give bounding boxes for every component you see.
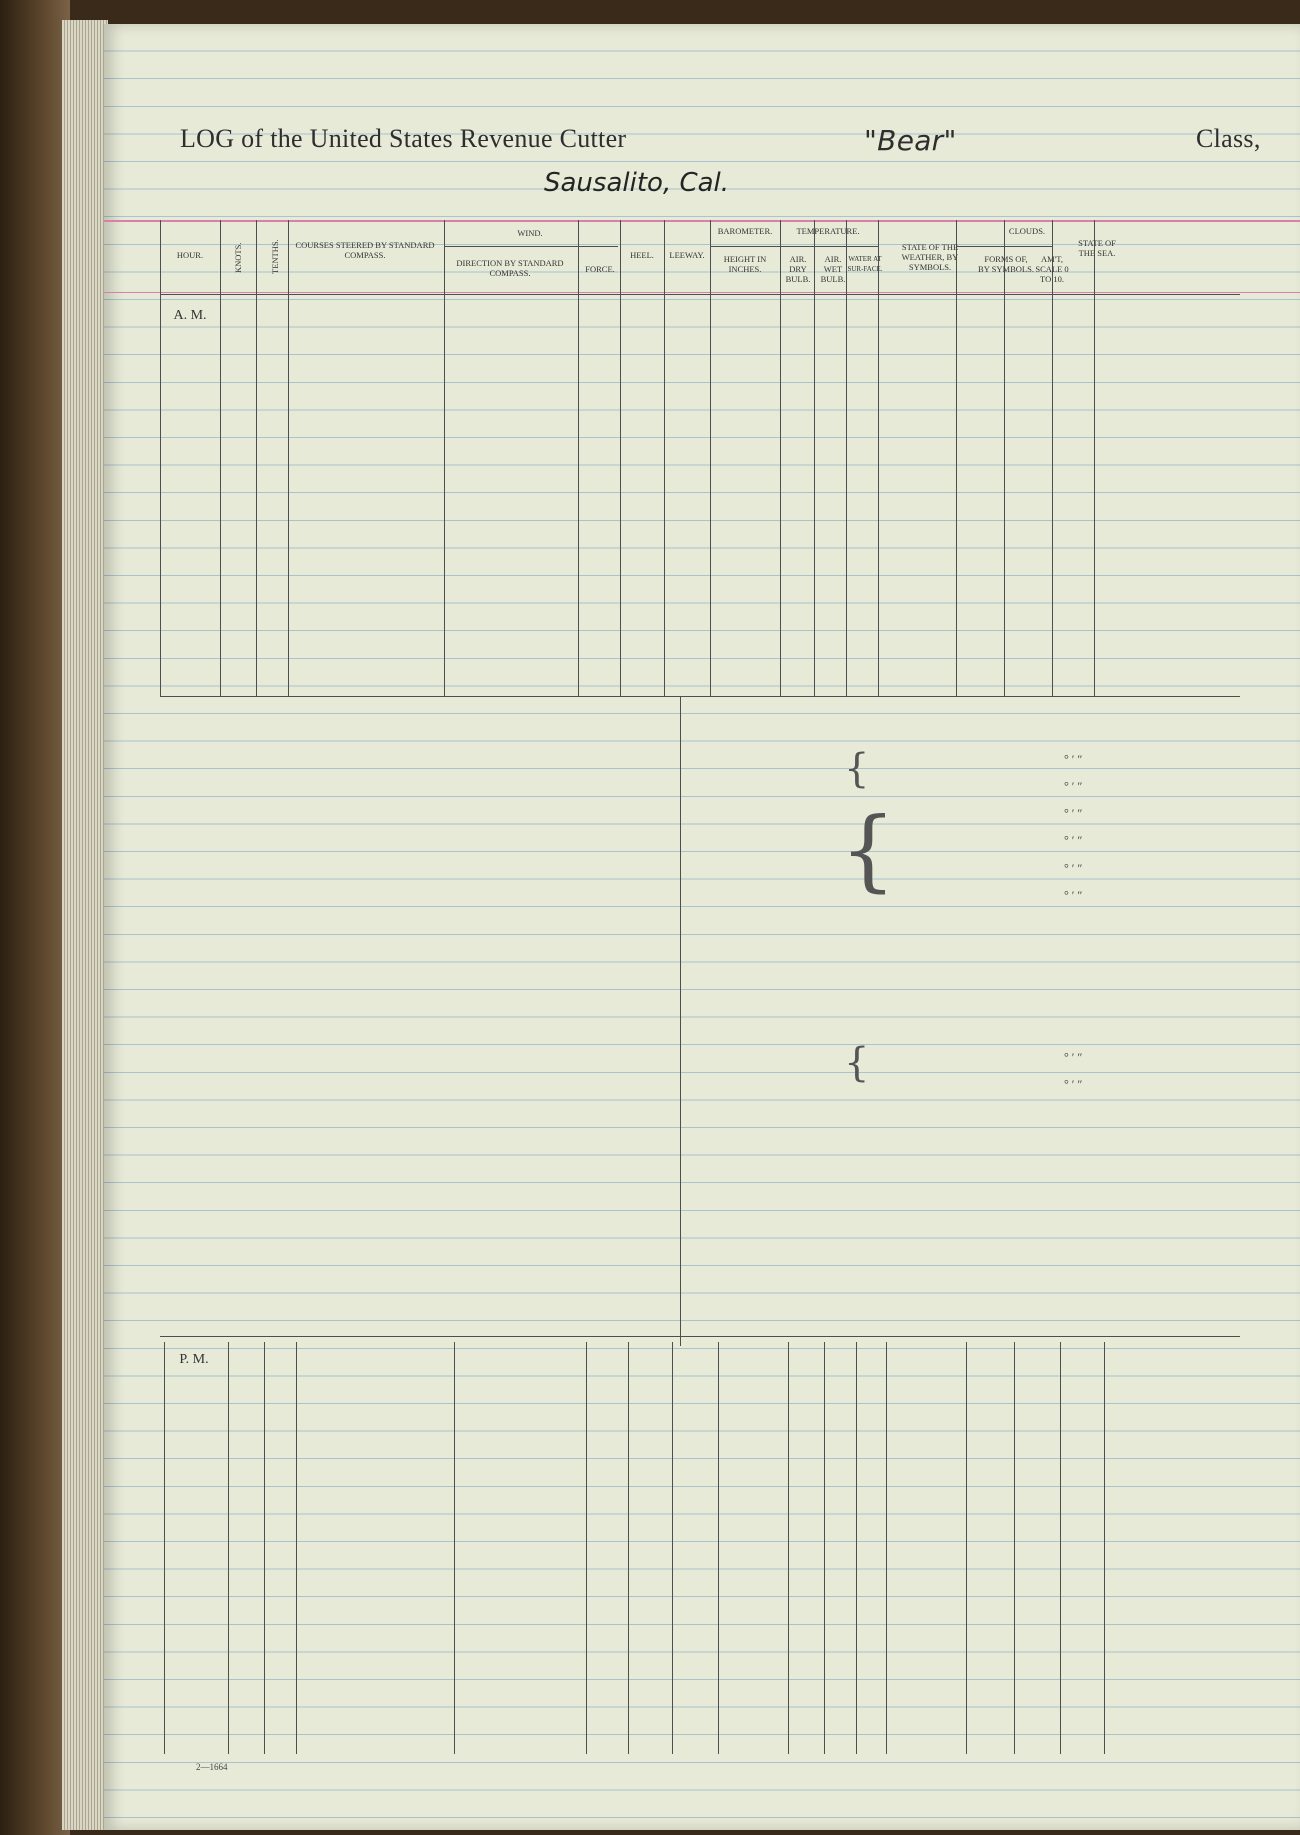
col-barometer-header: BAROMETER. <box>717 226 773 236</box>
grid-vline <box>886 1342 887 1754</box>
grid-vline <box>956 220 957 696</box>
degree-marks: ° ′ ″ <box>1064 860 1083 875</box>
grid-vline <box>1060 1342 1061 1754</box>
book-binding <box>0 0 70 1835</box>
grid-hline-wind <box>444 246 618 247</box>
col-air-wet-header: AIR. WET BULB. <box>820 254 846 284</box>
col-air-dry-header: AIR. DRY BULB. <box>785 254 811 284</box>
grid-vline <box>1094 220 1095 696</box>
brace: { <box>840 798 896 901</box>
degree-marks: ° ′ ″ <box>1064 779 1083 793</box>
degree-marks: ° ′ ″ <box>1064 833 1083 848</box>
grid-vline <box>578 220 579 696</box>
grid-vline <box>160 220 161 696</box>
col-tenths-header: TENTHS. <box>270 239 280 274</box>
col-courses-header: COURSES STEERED BY STANDARD COMPASS. <box>295 240 435 260</box>
grid-vline <box>454 1342 455 1754</box>
col-wind-header: WIND. <box>517 228 543 238</box>
grid-vline <box>710 220 711 696</box>
brace: { <box>844 746 870 792</box>
col-wind-direction-header: DIRECTION BY STANDARD COMPASS. <box>456 258 564 278</box>
grid-vline <box>288 220 289 696</box>
grid-vline <box>620 220 621 696</box>
col-clouds-header: CLOUDS. <box>1008 226 1046 236</box>
grid-vline <box>824 1342 825 1754</box>
col-force-header: FORCE. <box>585 264 615 274</box>
grid-vline <box>1052 220 1053 696</box>
col-cloud-amount-header: AM'T, SCALE 0 TO 10. <box>1035 254 1069 284</box>
grid-vline <box>780 220 781 696</box>
col-baro-height-header: HEIGHT IN INCHES. <box>723 254 767 274</box>
grid-vline <box>586 1342 587 1754</box>
pink-rule-header <box>104 292 1300 293</box>
grid-vline <box>966 1342 967 1754</box>
vessel-name: "Bear" <box>864 124 957 157</box>
col-heel-header: HEEL. <box>630 250 654 260</box>
pink-rule-top <box>104 220 1300 222</box>
grid-vline <box>672 1342 673 1754</box>
degree-marks: ° ′ ″ <box>1064 1050 1083 1064</box>
brace: { <box>844 1040 870 1086</box>
grid-vline <box>444 220 445 696</box>
degree-marks: ° ′ ″ <box>1064 1077 1083 1091</box>
degree-marks: ° ′ ″ <box>1064 752 1083 766</box>
location: Sausalito, Cal. <box>544 168 730 198</box>
grid-hline-baro-temp <box>710 246 878 247</box>
pm-table-top-rule <box>160 1336 1240 1337</box>
grid-vline <box>664 220 665 696</box>
grid-vline <box>846 220 847 696</box>
summary-top-rule <box>160 696 1240 697</box>
summary-divider <box>680 696 681 1346</box>
degree-marks: ° ′ ″ <box>1064 806 1083 820</box>
grid-vline <box>628 1342 629 1754</box>
class-label: Class, <box>1196 124 1261 153</box>
col-sea-header: STATE OF THE SEA. <box>1078 238 1116 258</box>
grid-vline <box>1014 1342 1015 1754</box>
grid-vline <box>718 1342 719 1754</box>
form-code: 2—1664 <box>196 1762 228 1772</box>
col-temperature-header: TEMPERATURE. <box>796 226 860 236</box>
grid-vline <box>814 220 815 696</box>
grid-vline <box>264 1342 265 1754</box>
pm-label: P. M. <box>179 1352 209 1367</box>
grid-hline-header <box>160 294 1240 295</box>
grid-vline <box>256 220 257 696</box>
col-weather-header: STATE OF THE WEATHER, BY SYMBOLS. <box>901 242 959 272</box>
degree-marks: ° ′ ″ <box>1064 888 1083 903</box>
col-cloud-forms-header: FORMS OF, BY SYMBOLS. <box>978 254 1034 274</box>
grid-vline <box>228 1342 229 1754</box>
log-title: LOG of the United States Revenue Cutter <box>180 124 627 153</box>
grid-vline <box>1104 1342 1105 1754</box>
grid-vline <box>788 1342 789 1754</box>
grid-vline <box>856 1342 857 1754</box>
grid-vline <box>220 220 221 696</box>
grid-vline <box>878 220 879 696</box>
log-page <box>104 24 1300 1830</box>
am-label: A. M. <box>173 308 207 323</box>
col-knots-header: KNOTS. <box>233 242 243 273</box>
col-leeway-header: LEEWAY. <box>669 250 705 260</box>
page-edges <box>62 20 108 1830</box>
grid-vline <box>1004 220 1005 696</box>
grid-vline <box>296 1342 297 1754</box>
grid-vline <box>164 1342 165 1754</box>
col-hour-header: HOUR. <box>176 250 204 260</box>
col-water-header: WATER AT SUR-FACE. <box>847 255 883 273</box>
